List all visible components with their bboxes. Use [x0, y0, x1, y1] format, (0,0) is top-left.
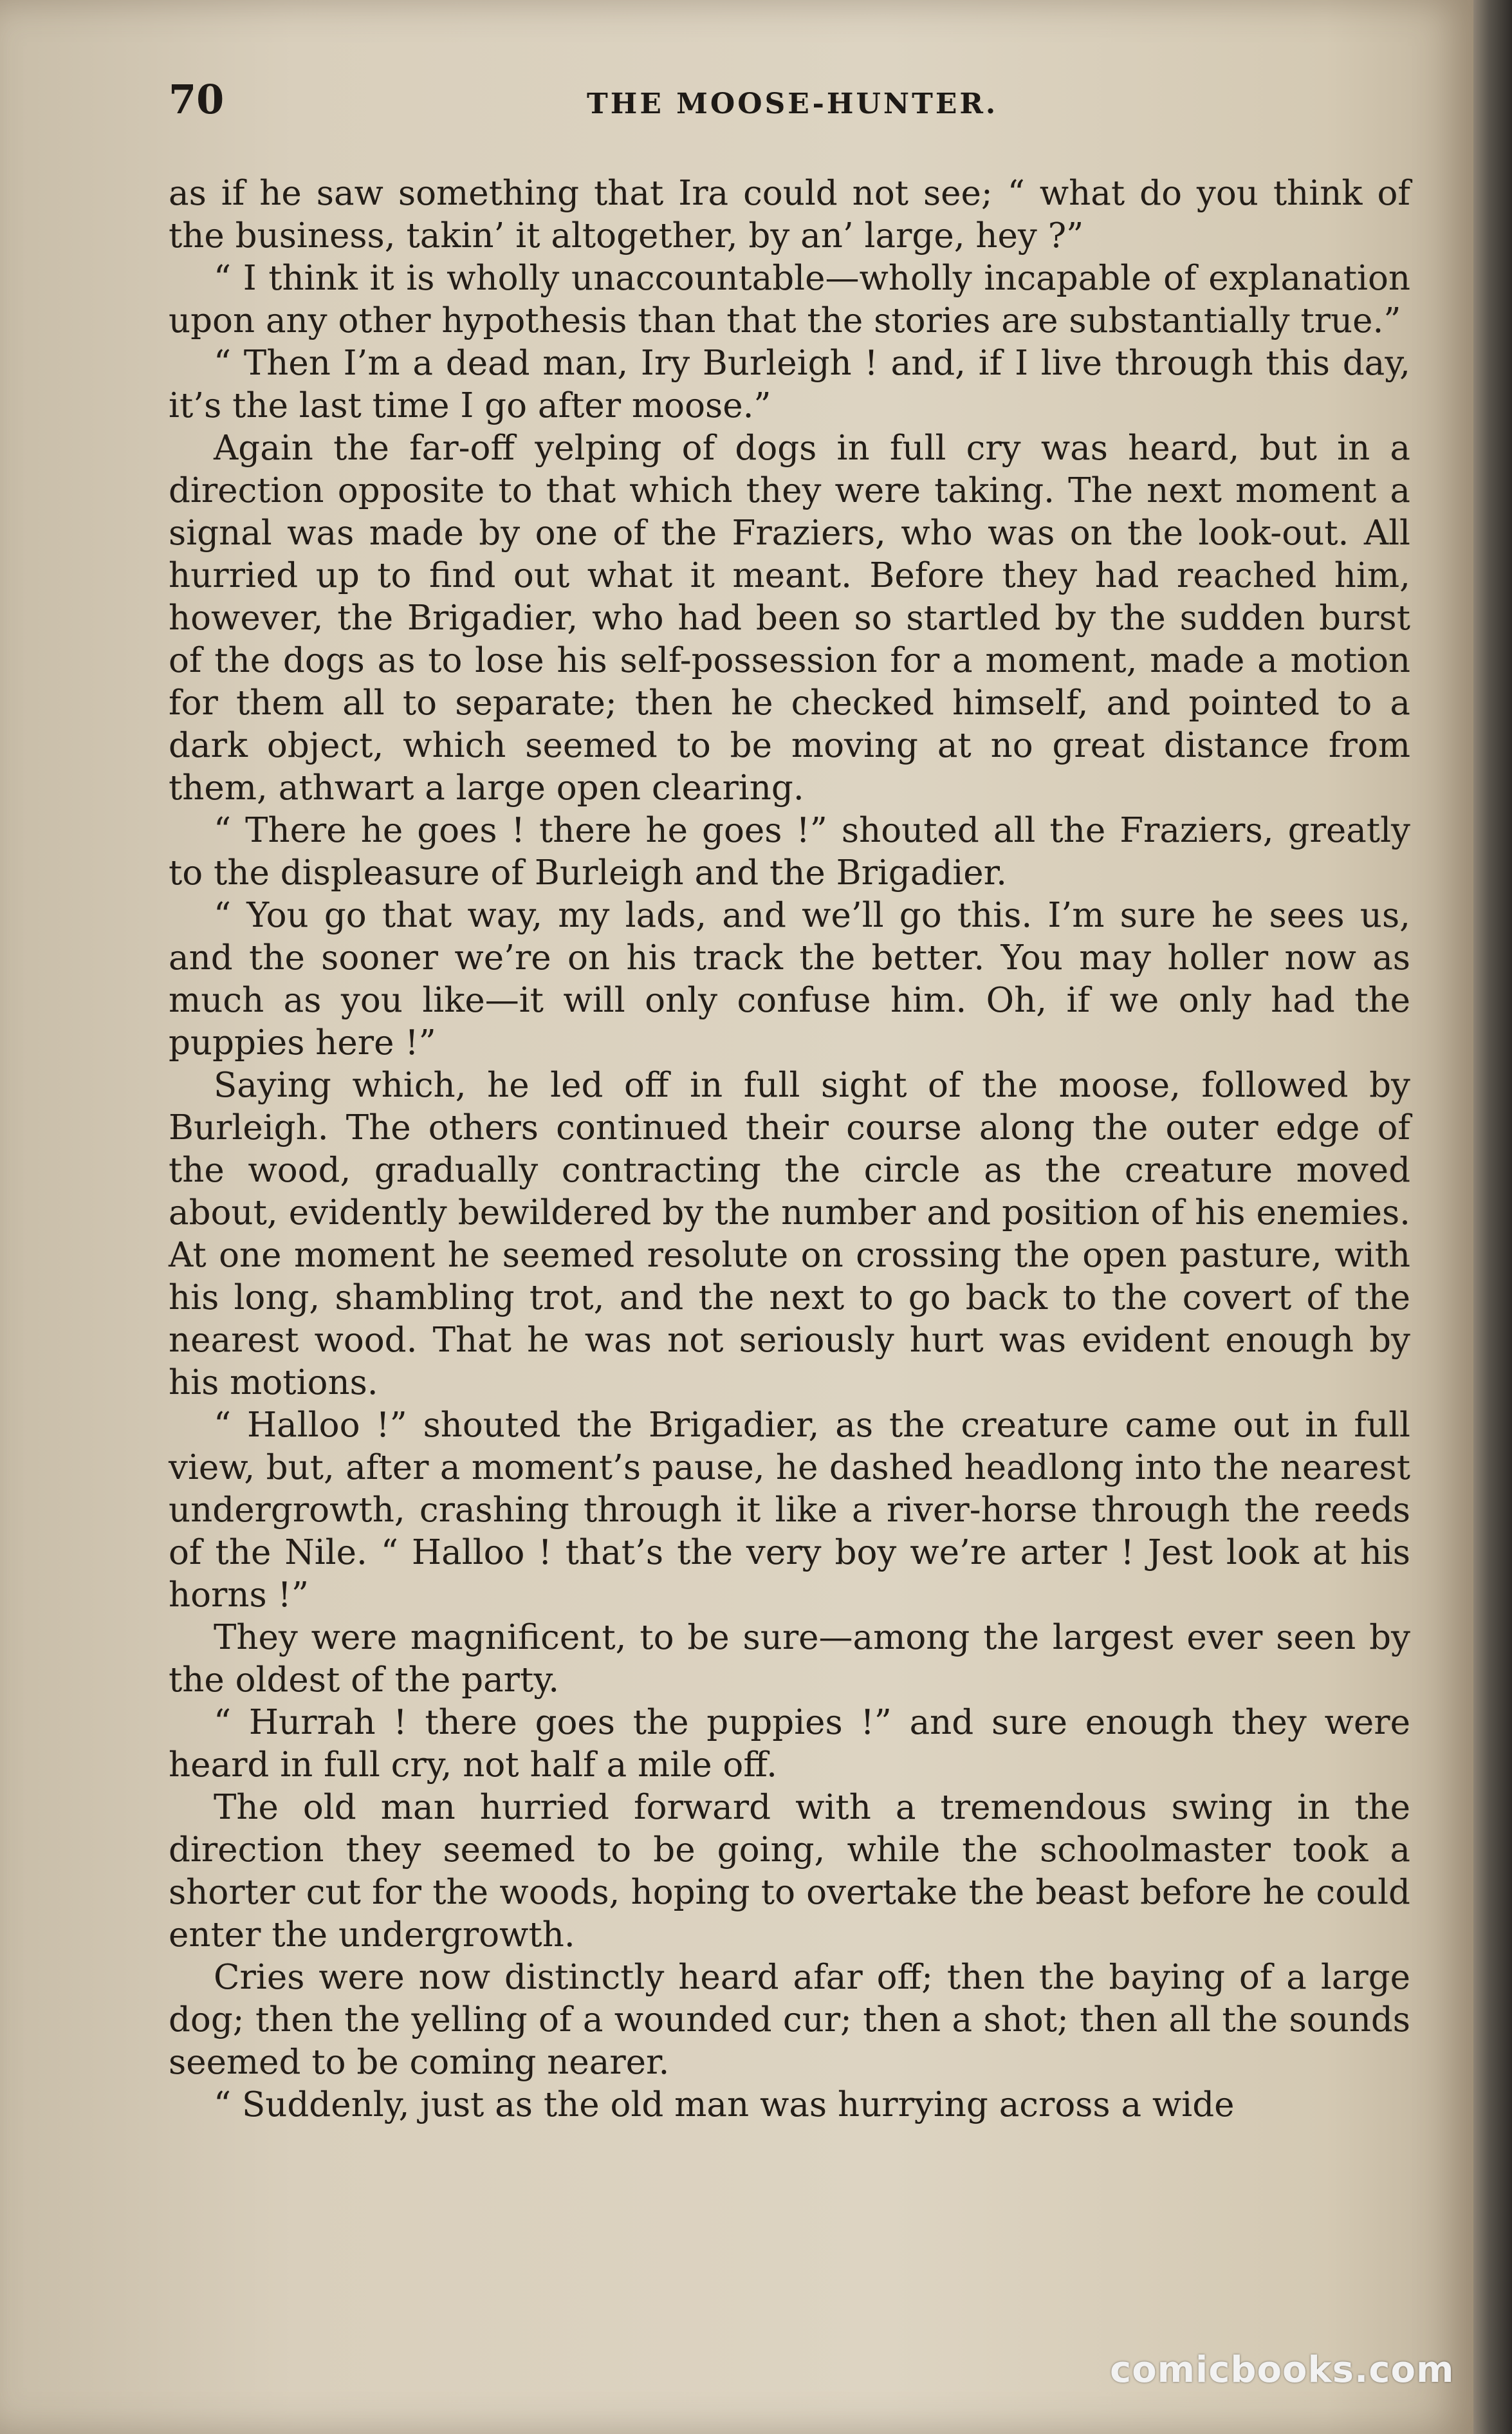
- paragraph: Again the far-off yelping of dogs in full cry was heard, but in a direction opposite to that which they were taking. The next moment a signal was made by one of the Fraziers, who was on the look-out. All hurried up to find out what it meant. Before they had reached him, however, the Brigadier, who had been so startled by the sudden burst of the dogs as to lose his self-possession for a moment, made a motion for them all to separate; then he checked himself, and pointed to a dark object, which seemed to be moving at no great distance from them, athwart a large open clearing.: [169, 429, 1410, 808]
- paragraph: “ Halloo !” shouted the Brigadier, as the creature came out in full view, but, after a moment’s pause, he dashed headlong into the nearest undergrowth, crashing through it like a river-horse through the reeds of the Nile. “ Halloo ! that’s the very boy we’re arter ! Jest look at his horns !”: [169, 1406, 1410, 1615]
- body-text: [169, 172, 1410, 2126]
- paragraph: “ You go that way, my lads, and we’ll go this. I’m sure he sees us, and the sooner we’re on his track the better. You may holler now as much as you like—it will only confuse him. Oh, if we only had the puppies here !”: [169, 896, 1410, 1063]
- watermark: comicbooks.com: [1110, 2349, 1455, 2391]
- paragraph: “ I think it is wholly unaccountable—wholly incapable of explanation upon any other hypothesis than that the stories are substantially true.”: [169, 259, 1410, 340]
- page-number: 70: [169, 76, 225, 123]
- paragraph: The old man hurried forward with a tremendous swing in the direction they seemed to be going, while the schoolmaster took a shorter cut for the woods, hoping to overtake the beast before he could enter the undergrowth.: [169, 1788, 1410, 1955]
- book-binding-edge: [1473, 0, 1512, 2434]
- paragraph: “ Then I’m a dead man, Iry Burleigh ! and, if I live through this day, it’s the last time I go after moose.”: [169, 344, 1410, 425]
- running-title: THE MOOSE-HUNTER.: [587, 88, 999, 120]
- paragraph: Saying which, he led off in full sight of the moose, followed by Burleigh. The others continued their course along the outer edge of the wood, gradually contracting the circle as the creature moved about, evidently bewildered by the number and position of his enemies. At one moment he seemed resolute on crossing the open pasture, with his long, shambling trot, and the next to go back to the covert of the nearest wood. That he was not seriously hurt was evident enough by his motions.: [169, 1066, 1410, 1402]
- paragraph: “ Hurrah ! there goes the puppies !” and sure enough they were heard in full cry, not half a mile off.: [169, 1703, 1410, 1785]
- paragraph: They were magnificent, to be sure—among the largest ever seen by the oldest of the party.: [169, 1618, 1410, 1700]
- paragraph: as if he saw something that Ira could not see; “ what do you think of the business, takin’ it altogether, by an’ large, hey ?”: [169, 174, 1410, 255]
- paragraph: “ Suddenly, just as the old man was hurrying across a wide: [214, 2085, 1235, 2124]
- page-header: [169, 76, 1410, 127]
- paragraph: “ There he goes ! there he goes !” shouted all the Fraziers, greatly to the displeasure of Burleigh and the Brigadier.: [169, 811, 1410, 893]
- paragraph: Cries were now distinctly heard afar off; then the baying of a large dog; then the yelling of a wounded cur; then a shot; then all the sounds seemed to be coming nearer.: [169, 1958, 1410, 2082]
